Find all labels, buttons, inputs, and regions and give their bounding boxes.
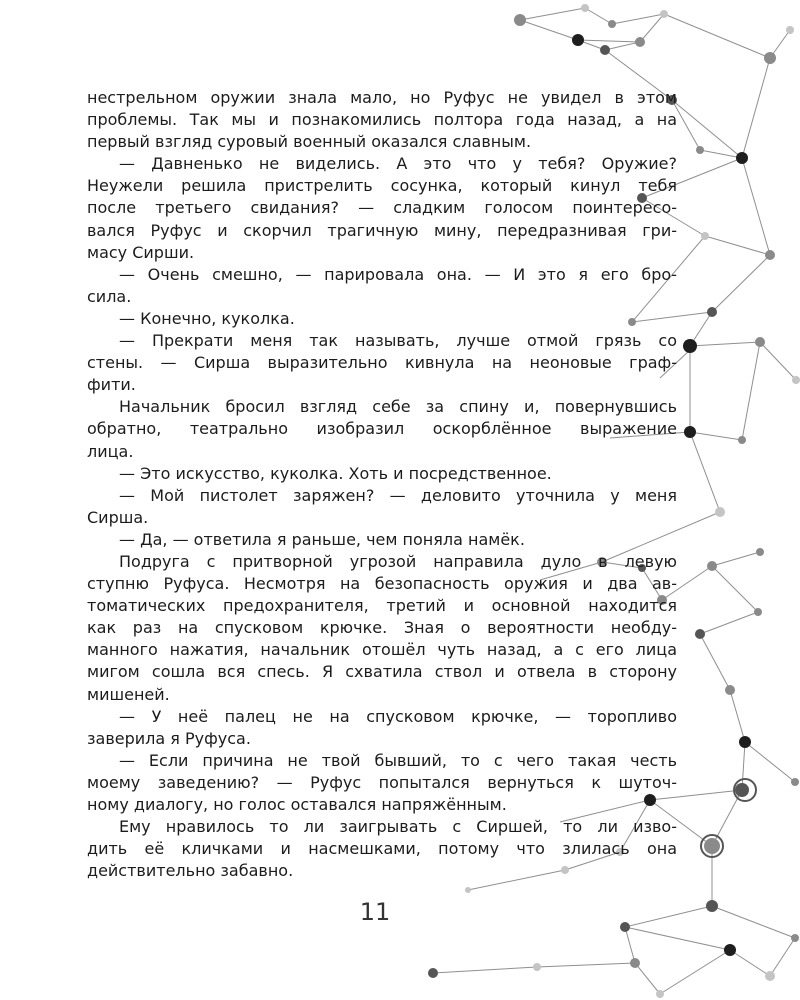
constellation-line bbox=[700, 150, 742, 158]
constellation-line bbox=[700, 612, 758, 634]
text-line: Начальник бросил взгляд себе за спину и, повернувшись bbox=[119, 397, 677, 417]
text-line: — Да, — ответила я раньше, чем поняла намёк. bbox=[119, 529, 525, 549]
constellation-node bbox=[514, 14, 526, 26]
text-line: после третьего свидания? — сладким голосом поинтересо- bbox=[87, 198, 677, 218]
constellation-line bbox=[690, 432, 742, 440]
constellation-node bbox=[704, 838, 720, 854]
constellation-line bbox=[520, 20, 578, 40]
constellation-node bbox=[701, 232, 709, 240]
text-line: сила. bbox=[87, 286, 132, 306]
text-line: лица. bbox=[87, 441, 134, 461]
constellation-node bbox=[738, 436, 746, 444]
constellation-line bbox=[635, 963, 660, 994]
constellation-line bbox=[605, 42, 640, 50]
constellation-line bbox=[690, 342, 760, 346]
constellation-node bbox=[735, 783, 749, 797]
constellation-node bbox=[707, 561, 717, 571]
text-line: манного нажатия, начальник отошёл чуть назад, а с его лица bbox=[87, 640, 677, 660]
constellation-line bbox=[712, 552, 760, 566]
constellation-line bbox=[742, 342, 760, 440]
constellation-node bbox=[683, 339, 697, 353]
text-line: — Мой пистолет заряжен? — деловито уточнила у меня bbox=[119, 485, 677, 505]
text-line: дить её кличками и насмешками, потому что злилась она bbox=[87, 839, 677, 859]
constellation-node bbox=[707, 307, 717, 317]
constellation-line bbox=[770, 938, 795, 976]
text-line: Неужели решила пристрелить сосунка, который кинул тебя bbox=[87, 176, 677, 196]
constellation-line bbox=[742, 742, 745, 790]
constellation-node bbox=[695, 629, 705, 639]
text-line: вался Руфус и скорчил трагичную мину, передразнивая гри- bbox=[87, 220, 677, 240]
text-line: — У неё палец не на спусковом крючке, — торопливо bbox=[119, 706, 677, 726]
text-line: — Если причина не твой бывший, то с чего такая честь bbox=[119, 750, 677, 770]
constellation-node bbox=[608, 20, 616, 28]
constellation-line bbox=[578, 40, 640, 42]
text-line: томатических предохранителя, третий и основной находится bbox=[87, 596, 677, 616]
constellation-node bbox=[756, 548, 764, 556]
text-line: фити. bbox=[87, 375, 136, 395]
constellation-node bbox=[791, 778, 799, 786]
constellation-node bbox=[792, 376, 800, 384]
constellation-node bbox=[635, 37, 645, 47]
constellation-node bbox=[786, 26, 794, 34]
constellation-line bbox=[742, 158, 770, 255]
constellation-line bbox=[664, 14, 770, 58]
constellation-node bbox=[764, 52, 776, 64]
constellation-node bbox=[736, 152, 748, 164]
constellation-node bbox=[715, 507, 725, 517]
page-number: 11 bbox=[359, 898, 391, 926]
text-line: действительно забавно. bbox=[87, 861, 294, 881]
text-line: обратно, театрально изобразил оскорблённое выражение bbox=[87, 419, 677, 439]
constellation-node bbox=[660, 10, 668, 18]
constellation-node bbox=[600, 45, 610, 55]
text-line: заверила я Руфуса. bbox=[87, 728, 251, 748]
text-line: нестрельном оружии знала мало, но Руфус не увидел в этом bbox=[87, 88, 677, 107]
text-line: Подруга с притворной угрозой направила дуло в левую bbox=[119, 551, 677, 571]
constellation-line bbox=[625, 927, 635, 963]
constellation-node bbox=[724, 944, 736, 956]
constellation-line bbox=[660, 950, 730, 994]
constellation-node bbox=[755, 337, 765, 347]
constellation-line bbox=[520, 8, 585, 20]
text-line: мигом сошла вся спесь. Я схватила ствол и отвела в сторону bbox=[87, 662, 677, 682]
text-line: — Давненько не виделись. А это что у тебя? Оружие? bbox=[119, 154, 677, 174]
constellation-node bbox=[754, 608, 762, 616]
constellation-node bbox=[725, 685, 735, 695]
text-line: — Прекрати меня так называть, лучше отмой грязь со bbox=[119, 331, 677, 351]
constellation-node bbox=[533, 963, 541, 971]
constellation-line bbox=[625, 927, 730, 950]
text-line: стены. — Сирша выразительно кивнула на неоновые граф- bbox=[87, 353, 677, 373]
constellation-line bbox=[730, 950, 770, 976]
constellation-line bbox=[433, 967, 537, 973]
text-line: как раз на спусковом крючке. Зная о вероятности необду- bbox=[87, 618, 677, 638]
page-body-text bbox=[87, 87, 677, 882]
text-line: масу Сирши. bbox=[87, 242, 195, 262]
text-line: Сирша. bbox=[87, 507, 149, 527]
text-line: проблемы. Так мы и познакомились полтора года назад, а на bbox=[87, 110, 677, 130]
constellation-line bbox=[585, 8, 612, 24]
constellation-node bbox=[765, 250, 775, 260]
text-line: ному диалогу, но голос оставался напряжённым. bbox=[87, 795, 507, 814]
constellation-node bbox=[739, 736, 751, 748]
text-line: — Это искусство, куколка. Хоть и посредственное. bbox=[119, 463, 552, 483]
constellation-line bbox=[712, 255, 770, 312]
text-line: первый взгляд суровый военный оказался славным. bbox=[87, 132, 532, 152]
constellation-line bbox=[705, 236, 770, 255]
constellation-node bbox=[696, 146, 704, 154]
constellation-node bbox=[684, 426, 696, 438]
constellation-node bbox=[428, 968, 438, 978]
constellation-line bbox=[672, 100, 742, 158]
text-line: — Конечно, куколка. bbox=[119, 308, 295, 328]
constellation-line bbox=[700, 634, 730, 690]
constellation-line bbox=[537, 963, 635, 967]
constellation-node bbox=[791, 934, 799, 942]
constellation-line bbox=[745, 742, 795, 782]
constellation-node bbox=[572, 34, 584, 46]
constellation-line bbox=[712, 566, 758, 612]
text-line: — Очень смешно, — парировала она. — И это я его бро- bbox=[119, 264, 677, 284]
constellation-node bbox=[465, 887, 471, 893]
constellation-line bbox=[730, 690, 745, 742]
constellation-line bbox=[690, 432, 720, 512]
constellation-line bbox=[742, 58, 770, 158]
constellation-line bbox=[760, 342, 796, 380]
constellation-node bbox=[630, 958, 640, 968]
text-line: мишеней. bbox=[87, 684, 170, 704]
constellation-node bbox=[656, 990, 664, 998]
text-line: ступню Руфуса. Несмотря на безопасность оружия и два ав- bbox=[87, 574, 677, 594]
text-line: моему заведению? — Руфус попытался вернуться к шуточ- bbox=[87, 772, 677, 792]
text-line: Ему нравилось то ли заигрывать с Сиршей, то ли изво- bbox=[119, 817, 677, 837]
constellation-node bbox=[765, 971, 775, 981]
constellation-node bbox=[581, 4, 589, 12]
